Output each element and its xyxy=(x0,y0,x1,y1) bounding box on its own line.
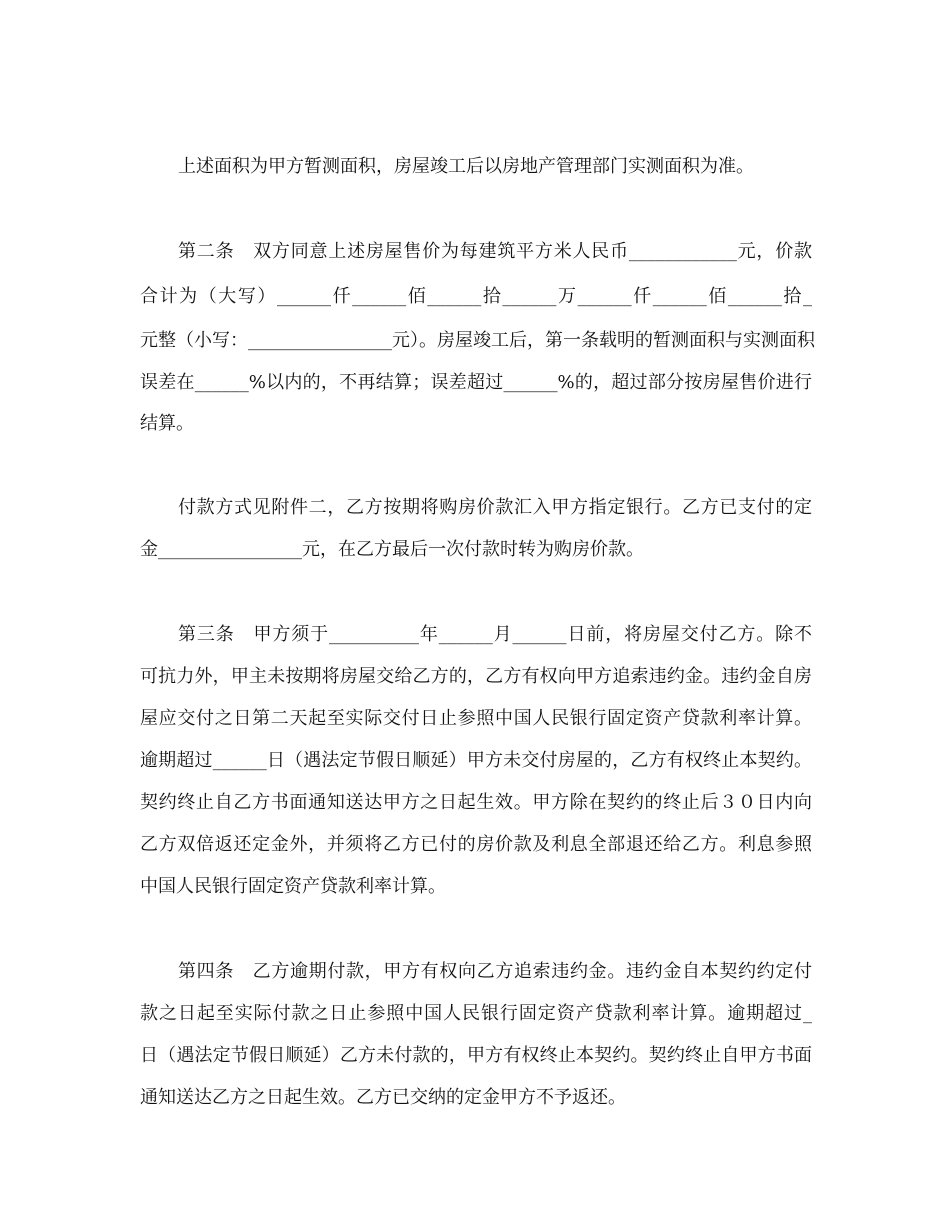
text-line: 中国人民银行固定资产贷款利率计算。 xyxy=(140,876,446,897)
text-line: 元整（小写：________________元）。房屋竣工后，第一条载明的暂测面积与实测面积 xyxy=(140,330,815,351)
text-line: 付款方式见附件二，乙方按期将购房价款汇入甲方指定银行。乙方已支付的定 xyxy=(178,497,812,518)
text-line: 契约终止自乙方书面通知送达甲方之日起生效。甲方除在契约的终止后３０日内向 xyxy=(140,792,812,813)
text-line: 金________________元，在乙方最后一次付款时转为购房价款。 xyxy=(140,539,644,560)
text-line: 乙方双倍返还定金外，并须将乙方已付的房价款及利息全部退还给乙方。利息参照 xyxy=(140,834,812,855)
text-line: 可抗力外，甲主未按期将房屋交给乙方的，乙方有权向甲方追索违约金。违约金自房 xyxy=(140,666,812,687)
text-line: 结算。 xyxy=(140,413,194,434)
text-line: 款之日起至实际付款之日止参照中国人民银行固定资产贷款利率计算。逾期超过_ xyxy=(140,1003,812,1024)
text-line: 屋应交付之日第二天起至实际交付日止参照中国人民银行固定资产贷款利率计算。 xyxy=(140,708,812,729)
text-line: 第四条 乙方逾期付款，甲方有权向乙方追索违约金。违约金自本契约约定付 xyxy=(178,961,812,982)
text-line: 误差在______%以内的，不再结算；误差超过______%的，超过部分按房屋售价进行 xyxy=(140,372,812,393)
text-line: 日（遇法定节假日顺延）乙方未付款的，甲方有权终止本契约。契约终止自甲方书面 xyxy=(140,1045,812,1066)
text-line: 第三条 甲方须于__________年______月______日前，将房屋交付乙方。除不 xyxy=(178,624,812,645)
text-line: 合计为（大写）______仟______佰______拾______万______仟______佰______拾_ xyxy=(140,286,812,307)
text-line: 通知送达乙方之日起生效。乙方已交纳的定金甲方不予返还。 xyxy=(140,1087,626,1108)
text-line: 第二条 双方同意上述房屋售价为每建筑平方米人民币____________元，价款 xyxy=(178,241,812,262)
text-line: 逾期超过______日（遇法定节假日顺延）甲方未交付房屋的，乙方有权终止本契约。 xyxy=(140,750,812,771)
text-line: 上述面积为甲方暂测面积，房屋竣工后以房地产管理部门实测面积为准。 xyxy=(178,156,754,177)
